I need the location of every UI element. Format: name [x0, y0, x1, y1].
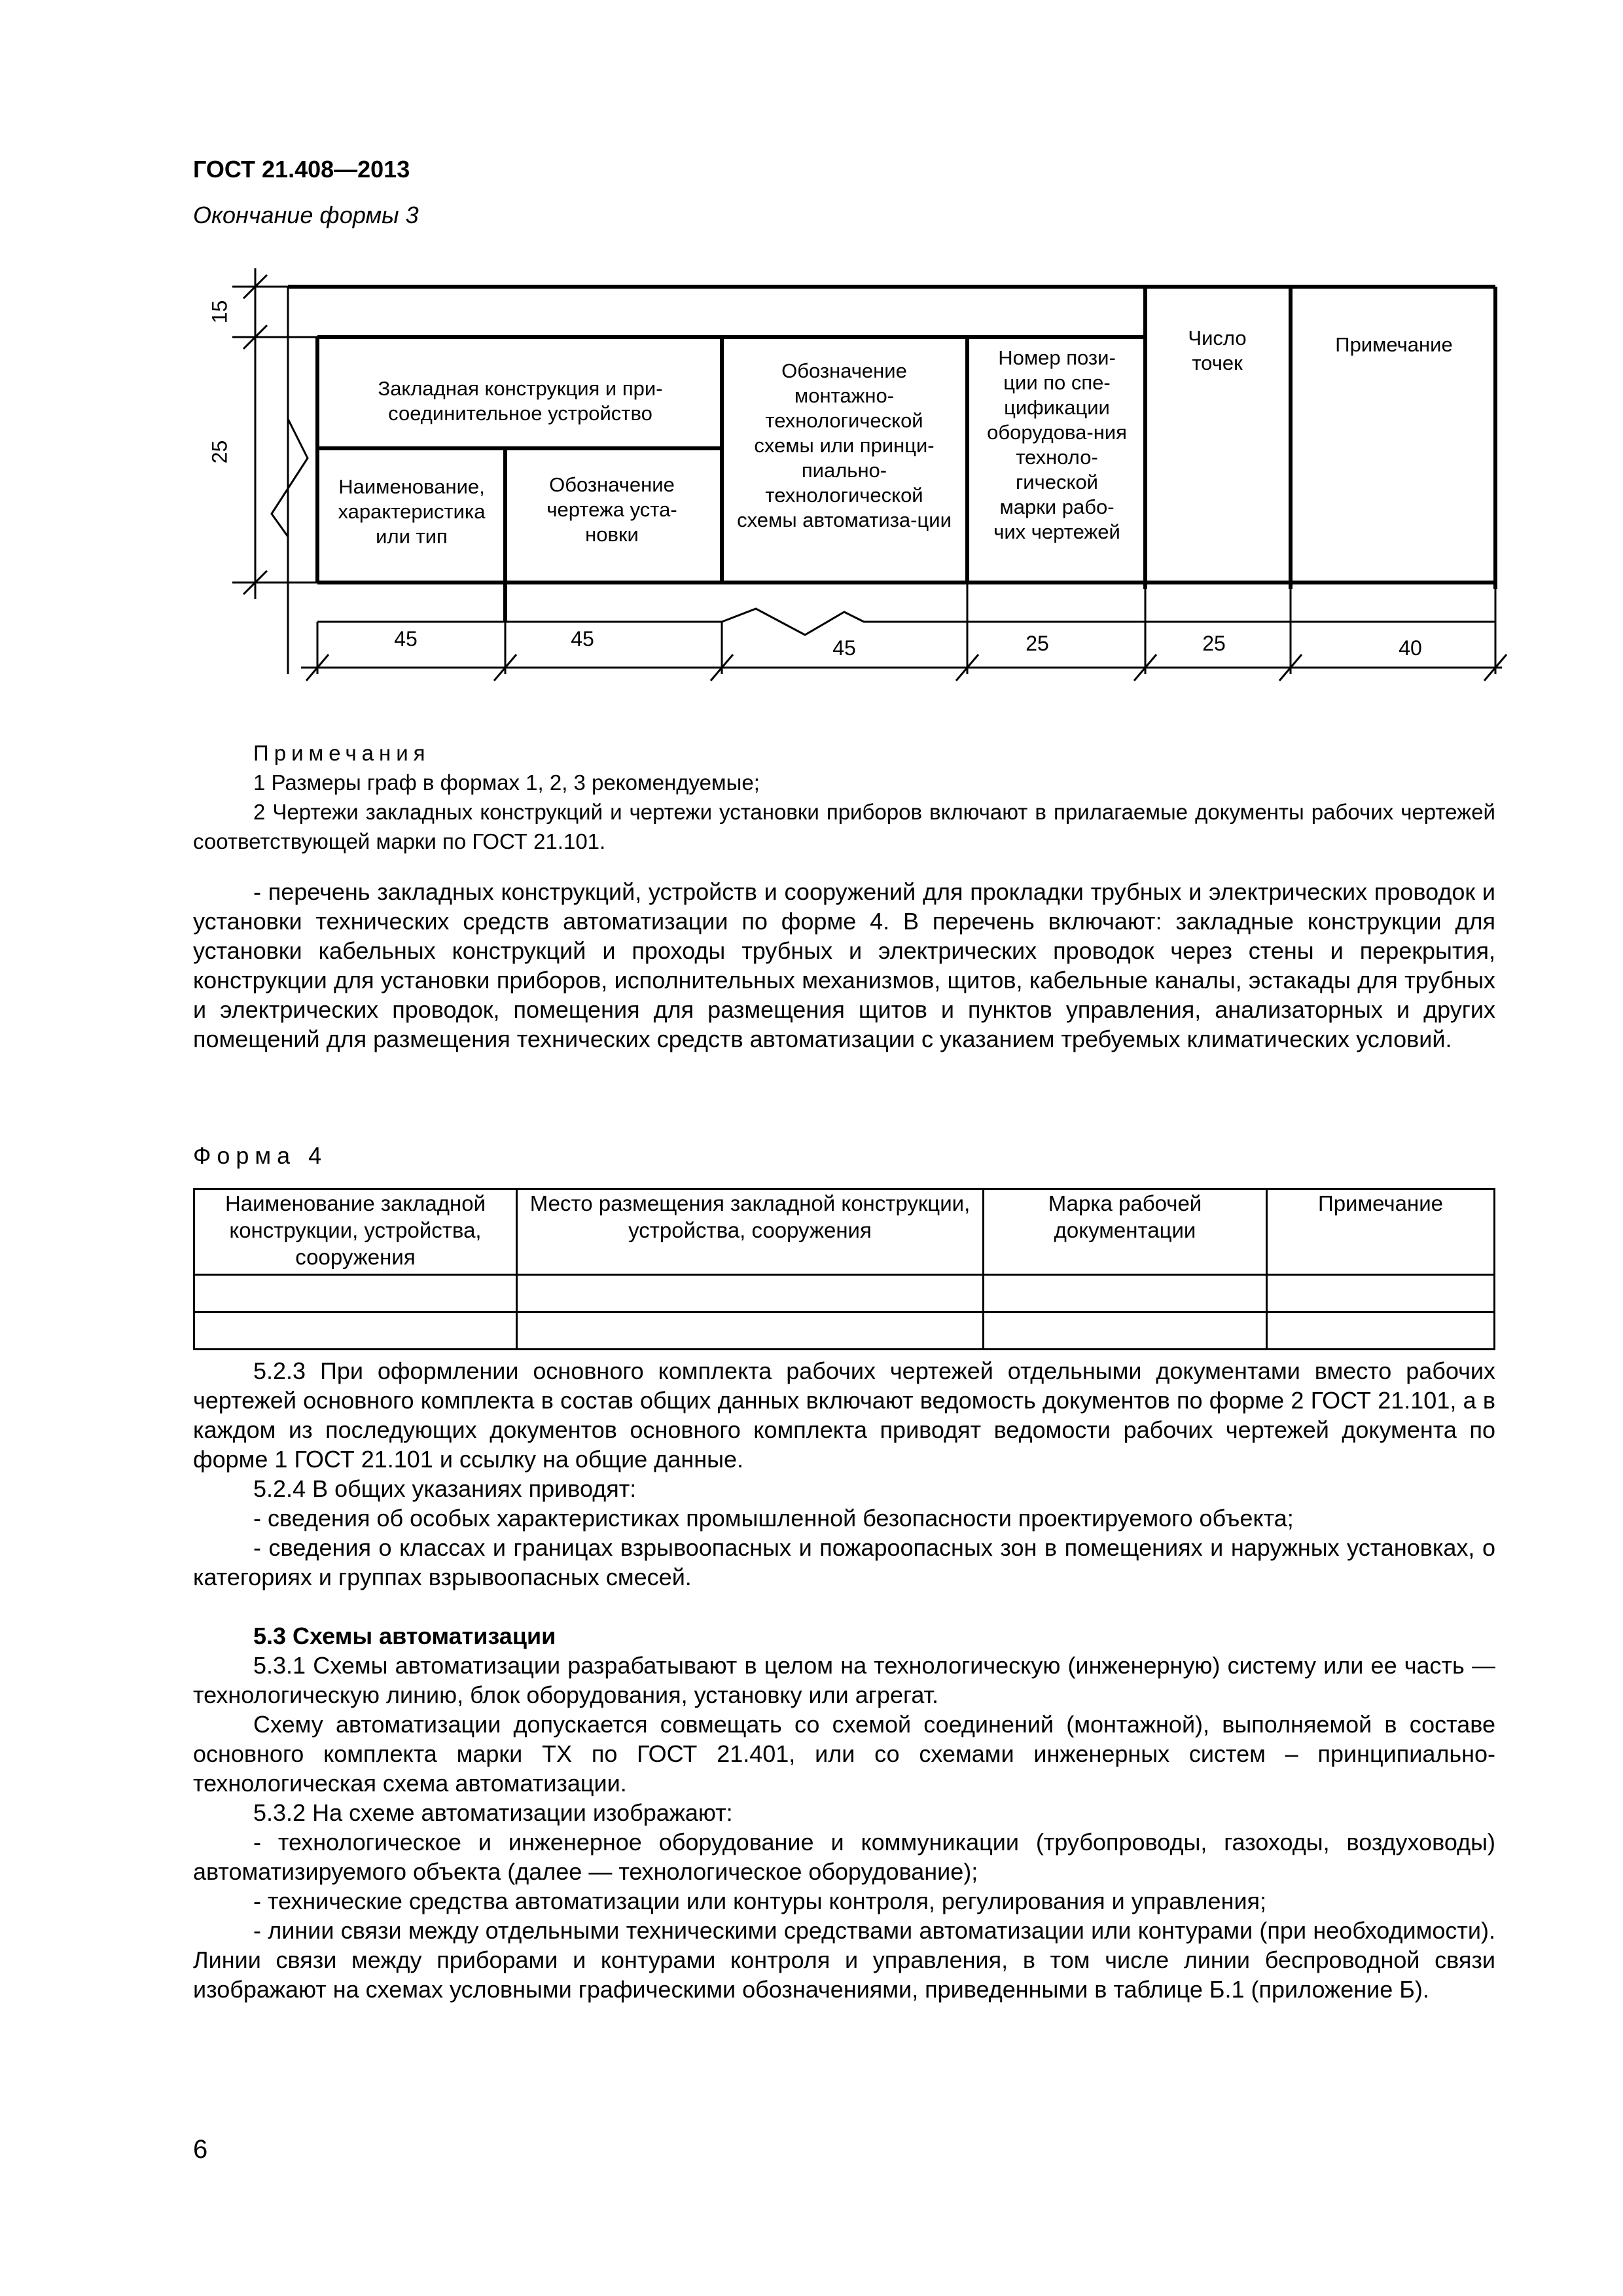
- paragraph: 5.2.4 В общих указаниях приводят:: [253, 1475, 637, 1502]
- width-label: 40: [1399, 636, 1422, 660]
- table-header-cell: Наименование закладной конструкции, устройства, сооружения: [194, 1189, 517, 1275]
- width-label: 45: [571, 627, 594, 651]
- section-heading: 5.3 Схемы автоматизации: [253, 1623, 556, 1649]
- table-header-cell: Место размещения закладной конструкции, устройства, сооружения: [517, 1189, 984, 1275]
- width-label: 25: [1202, 632, 1226, 655]
- body-text: [193, 1356, 1495, 2004]
- paragraph: - технологическое и инженерное оборудование и коммуникации (трубопроводы, газоходы, воздуховоды) автоматизируемого объекта (далее — технологическое оборудование);: [193, 1829, 1495, 1885]
- paragraph: Схему автоматизации допускается совмещать со схемой соединений (монтажной), выполняемой в составе основного комплекта марки ТХ по ГОСТ 21.401, или со схемами инженерных систем – принципиально-технологическая схема автоматизации.: [193, 1711, 1495, 1797]
- notes-heading: Примечания: [253, 741, 431, 765]
- document-header: ГОСТ 21.408—2013: [193, 156, 410, 183]
- form3-col-position: Номер пози-ции по спе-цификации оборудова-ния техноло-гической марки рабо-чих чертежей: [987, 346, 1127, 543]
- form3-col-note: Примечание: [1335, 333, 1453, 356]
- note-item: 1 Размеры граф в формах 1, 2, 3 рекомендуемые;: [253, 770, 760, 795]
- dim-top-label: 15: [207, 300, 232, 324]
- form3-col-drawing: Обозначение чертежа уста-новки: [546, 473, 677, 546]
- table-header-cell: Марка рабочей документации: [984, 1189, 1267, 1275]
- paragraph: - сведения об особых характеристиках промышленной безопасности проектируемого объекта;: [253, 1505, 1294, 1532]
- notes-block: [193, 738, 1495, 856]
- table-header-cell: Примечание: [1267, 1189, 1495, 1275]
- width-label: 45: [832, 636, 856, 660]
- paragraph: - сведения о классах и границах взрывоопасных и пожароопасных зон в помещениях и наружных установках, о категориях и группах взрывоопасных смесей.: [193, 1534, 1495, 1590]
- page-number: 6: [193, 2135, 208, 2164]
- form4-table: [193, 1188, 1495, 1350]
- paragraph: 5.2.3 При оформлении основного комплекта рабочих чертежей отдельными документами вместо рабочих чертежей основного комплекта в состав общих данных включают ведомость документов по форме 2 ГОСТ 21.101, а в каждом из последующих документов основного комплекта приводят ведомости рабочих чертежей документа по форме 1 ГОСТ 21.101 и ссылку на общие данные.: [193, 1357, 1495, 1473]
- table-row: [194, 1275, 1495, 1312]
- form3-col-name: Наименование, характеристика или тип: [338, 475, 486, 548]
- form4-label: Форма 4: [193, 1142, 328, 1169]
- paragraph: 5.3.1 Схемы автоматизации разрабатывают в целом на технологическую (инженерную) систему или ее часть — технологическую линию, блок оборудования, установку или агрегат.: [193, 1652, 1495, 1708]
- paragraph: 5.3.2 На схеме автоматизации изображают:: [253, 1799, 733, 1826]
- form3-col-scheme: Обозначение монтажно-технологической схемы или принци-пиально-технологической схемы автоматиза-ции: [737, 359, 952, 531]
- width-label: 45: [394, 627, 418, 651]
- form-subtitle: Окончание формы 3: [193, 202, 419, 228]
- form3-group-header: Закладная конструкция и при-соединительное устройство: [378, 377, 663, 425]
- note-item: 2 Чертежи закладных конструкций и чертежи установки приборов включают в прилагаемые документы рабочих чертежей соответствующей марки по ГОСТ 21.101.: [193, 800, 1495, 853]
- paragraph-list-item: - перечень закладных конструкций, устройств и сооружений для прокладки трубных и электрических проводок и установки технических средств автоматизации по форме 4. В перечень включают: закладные конструкции для установки кабельных конструкций и проходы трубных и электрических проводок через стены и перекрытия, конструкции для установки приборов, исполнительных механизмов, щитов, кабельные каналы, эстакады для трубных и электрических проводок, помещения для размещения щитов и пунктов управления, анализаторных и других помещений для размещения технических средств автоматизации с указанием требуемых климатических условий.: [193, 878, 1495, 1052]
- form3-col-points: Число точек: [1188, 327, 1247, 374]
- table-header-row: [194, 1189, 1495, 1275]
- paragraph: - технические средства автоматизации или контуры контроля, регулирования и управления;: [253, 1888, 1267, 1914]
- width-label: 25: [1026, 632, 1049, 655]
- dim-left-label: 25: [207, 440, 232, 464]
- table-row: [194, 1312, 1495, 1350]
- paragraph: - линии связи между отдельными техническими средствами автоматизации или контурами (при необходимости). Линии связи между приборами и контурами контроля и управления, в том числе линии беспроводной связи изображают на схемах условными графическими обозначениями, приведенными в таблице Б.1 (приложение Б).: [193, 1917, 1495, 2003]
